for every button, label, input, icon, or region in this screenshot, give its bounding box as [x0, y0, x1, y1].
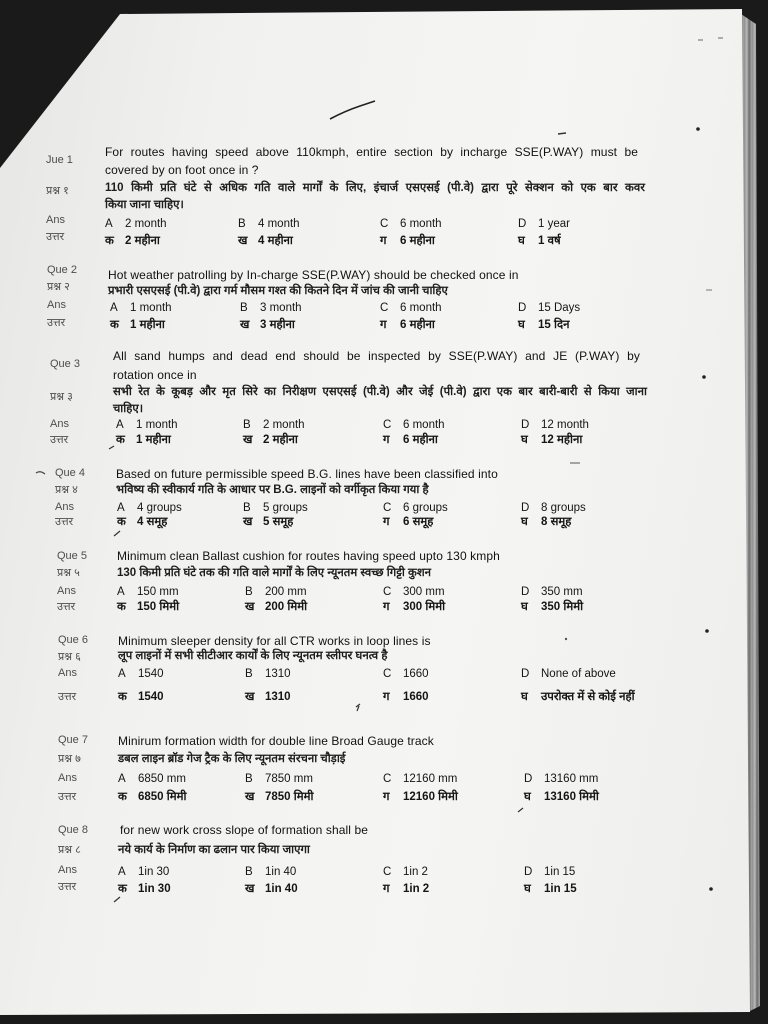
option-value: 1 महीना [130, 319, 165, 331]
option-letter: ग [383, 791, 390, 803]
option-letter: ख [243, 516, 253, 528]
answer-option-hindi-3 [383, 515, 433, 529]
option-letter: B [243, 419, 251, 431]
option-letter: A [118, 773, 126, 785]
option-letter: ग [380, 235, 387, 247]
option-letter: घ [524, 883, 531, 895]
option-value: 4 महीना [258, 235, 293, 247]
answer-option-c [383, 418, 445, 432]
option-letter: D [521, 502, 530, 514]
option-letter: घ [518, 235, 525, 247]
option-value: 12160 mm [403, 773, 458, 785]
answer-label-hindi: उत्तर [58, 691, 77, 703]
question-number-hindi: प्रश्न ४ [55, 484, 78, 496]
question-number: Que 8 [58, 824, 88, 836]
question-text: Minirum formation width for double line Broad Gauge track [118, 734, 434, 748]
answer-option-d [521, 501, 586, 515]
option-letter: D [521, 668, 530, 680]
answer-label: Ans [57, 585, 76, 597]
option-letter: A [117, 586, 125, 598]
question-number-hindi: प्रश्न ८ [58, 844, 81, 856]
answer-label-hindi: उत्तर [58, 791, 77, 803]
question-text-hindi: चाहिए। [113, 403, 144, 415]
option-letter: ग [383, 883, 390, 895]
answer-option-a [105, 217, 167, 231]
answer-option-hindi-1 [118, 790, 187, 804]
answer-option-hindi-4 [518, 234, 561, 248]
answer-option-hindi-1 [110, 318, 165, 332]
option-letter: B [245, 586, 253, 598]
option-letter: घ [521, 434, 528, 446]
option-letter: D [518, 218, 527, 230]
option-letter: ख [238, 235, 248, 247]
option-value: 12160 मिमी [403, 791, 458, 803]
answer-option-b [245, 667, 291, 681]
option-letter: B [243, 502, 251, 514]
option-value: 150 मिमी [137, 601, 180, 613]
question-number-hindi: प्रश्न ५ [57, 567, 80, 579]
option-value: 2 month [263, 419, 305, 431]
answer-option-d [524, 772, 598, 786]
answer-option-a [116, 418, 178, 432]
option-value: 6 month [400, 218, 442, 230]
question-text-hindi: नये कार्य के निर्माण का ढलान पार किया जाएगा [118, 844, 310, 856]
question-text: Hot weather patrolling by In-charge SSE(P.WAY) should be checked once in [108, 268, 519, 282]
option-value: 12 month [541, 419, 589, 431]
option-letter: घ [521, 691, 528, 703]
question-text: for new work cross slope of formation shall be [120, 823, 369, 837]
question-number: Jue 1 [46, 154, 73, 166]
question-text: Minimum clean Ballast cushion for routes having speed upto 130 kmph [117, 549, 500, 563]
option-letter: D [521, 419, 530, 431]
answer-option-d [524, 865, 575, 879]
answer-option-hindi-3 [383, 690, 429, 704]
option-letter: C [383, 866, 392, 878]
option-value: 3 महीना [260, 319, 295, 331]
option-letter: C [383, 668, 392, 680]
option-value: 1in 2 [403, 866, 428, 878]
option-value: 15 दिन [538, 319, 570, 331]
option-value: 6850 mm [138, 773, 186, 785]
option-value: 1660 [403, 691, 429, 703]
option-letter: D [518, 302, 527, 314]
answer-option-a [117, 585, 179, 599]
option-value: 1 वर्ष [538, 235, 561, 247]
option-letter: D [521, 586, 530, 598]
option-value: 13160 मिमी [544, 791, 599, 803]
option-value: 1310 [265, 668, 291, 680]
answer-option-a [110, 301, 172, 315]
question-number-hindi: प्रश्न २ [47, 281, 70, 293]
option-letter: B [245, 866, 253, 878]
option-letter: ख [245, 883, 255, 895]
option-letter: क [118, 691, 127, 703]
answer-option-hindi-2 [240, 318, 295, 332]
answer-option-hindi-3 [383, 790, 458, 804]
answer-label-hindi: उत्तर [58, 881, 77, 893]
option-value: 350 mm [541, 586, 583, 598]
option-value: 1in 40 [265, 883, 298, 895]
answer-option-hindi-4 [521, 690, 635, 704]
option-value: 6 समूह [403, 516, 434, 528]
option-value: 1in 15 [544, 866, 576, 878]
answer-option-b [245, 865, 296, 879]
option-value: 6 month [403, 419, 445, 431]
answer-option-c [380, 301, 442, 315]
option-letter: B [245, 773, 253, 785]
answer-label-hindi: उत्तर [50, 434, 69, 446]
answer-option-hindi-2 [238, 234, 293, 248]
answer-option-d [521, 585, 583, 599]
question-text: All sand humps and dead end should be inspected by SSE(P.WAY) and JE (P.WAY) by [113, 349, 640, 363]
answer-label-hindi: उत्तर [47, 317, 66, 329]
question-number-hindi: प्रश्न ६ [58, 651, 81, 663]
question-number: Que 5 [57, 550, 87, 562]
option-letter: ख [243, 434, 253, 446]
option-letter: ख [245, 691, 255, 703]
answer-option-hindi-3 [383, 600, 445, 614]
answer-option-c [383, 865, 428, 879]
answer-label-hindi: उत्तर [46, 231, 65, 243]
answer-label: Ans [55, 501, 74, 513]
question-number: Que 4 [55, 467, 85, 479]
answer-option-c [383, 585, 445, 599]
option-value: 8 समूह [541, 516, 572, 528]
option-letter: C [383, 586, 392, 598]
answer-option-hindi-2 [245, 600, 307, 614]
option-value: 8 groups [541, 502, 586, 514]
option-letter: ग [383, 601, 390, 613]
option-value: 1in 40 [265, 866, 297, 878]
option-value: 6 groups [403, 502, 448, 514]
answer-option-hindi-1 [118, 690, 164, 704]
option-value: 13160 mm [544, 773, 599, 785]
answer-option-d [518, 301, 580, 315]
option-letter: C [380, 218, 389, 230]
option-letter: ख [240, 319, 250, 331]
answer-option-b [243, 418, 305, 432]
answer-option-a [118, 772, 186, 786]
option-value: 4 समूह [137, 516, 168, 528]
option-letter: घ [518, 319, 525, 331]
answer-option-hindi-1 [117, 600, 179, 614]
question-number-hindi: प्रश्न ७ [58, 753, 81, 765]
option-letter: ग [383, 434, 390, 446]
option-value: 1in 2 [403, 883, 430, 895]
answer-option-c [383, 501, 448, 515]
answer-option-c [380, 217, 442, 231]
answer-label: Ans [50, 418, 69, 430]
question-number: Que 3 [50, 358, 80, 370]
answer-label: Ans [46, 214, 65, 226]
option-value: 1in 30 [138, 883, 171, 895]
option-value: 300 mm [403, 586, 445, 598]
option-letter: क [118, 791, 127, 803]
answer-option-d [521, 418, 589, 432]
option-letter: B [245, 668, 253, 680]
question-number: Que 2 [47, 264, 77, 276]
question-text: Minimum sleeper density for all CTR works in loop lines is [118, 634, 431, 648]
answer-option-d [521, 667, 616, 681]
answer-option-hindi-3 [380, 318, 435, 332]
option-letter: A [105, 218, 113, 230]
option-letter: क [118, 883, 127, 895]
option-value: 2 महीना [263, 434, 298, 446]
option-value: 4 month [258, 218, 300, 230]
answer-label-hindi: उत्तर [57, 601, 76, 613]
option-value: None of above [541, 668, 616, 680]
answer-option-hindi-1 [117, 515, 167, 529]
option-letter: क [105, 235, 114, 247]
option-letter: ग [383, 516, 390, 528]
answer-label: Ans [58, 772, 77, 784]
question-text: Based on future permissible speed B.G. lines have been classified into [116, 467, 498, 481]
answer-option-hindi-4 [524, 882, 577, 896]
option-letter: C [383, 502, 392, 514]
option-value: 6850 मिमी [138, 791, 187, 803]
option-letter: क [117, 601, 126, 613]
answer-option-b [243, 501, 308, 515]
option-letter: घ [521, 516, 528, 528]
option-value: 1 महीना [136, 434, 171, 446]
answer-option-hindi-2 [245, 882, 298, 896]
option-value: 5 समूह [263, 516, 294, 528]
answer-option-d [518, 217, 570, 231]
answer-option-hindi-4 [524, 790, 599, 804]
option-value: 7850 मिमी [265, 791, 314, 803]
answer-option-hindi-4 [518, 318, 569, 332]
option-value: 6 महीना [403, 434, 438, 446]
question-text-hindi: लूप लाइनों में सभी सीटीआर कार्यों के लिए न्यूनतम स्लीपर घनत्व है [118, 650, 388, 662]
option-value: 4 groups [137, 502, 182, 514]
question-text: For routes having speed above 110kmph, entire section by incharge SSE(P.WAY) must be [105, 145, 638, 159]
option-value: 5 groups [263, 502, 308, 514]
answer-option-a [118, 667, 164, 681]
question-text: rotation once in [113, 368, 197, 382]
option-value: 7850 mm [265, 773, 313, 785]
question-text-hindi: डबल लाइन ब्रॉड गेज ट्रैक के लिए न्यूनतम संरचना चौड़ाई [118, 753, 346, 765]
option-letter: D [524, 773, 533, 785]
option-letter: B [240, 302, 248, 314]
question-number: Que 7 [58, 734, 88, 746]
answer-label-hindi: उत्तर [55, 516, 74, 528]
option-value: उपरोक्त में से कोई नहीं [541, 691, 635, 703]
question-text-hindi: सभी रेत के कूबड़ और मृत सिरे का निरीक्षण एसएसई (पी.वे) और जेई (पी.वे) द्वारा एक बार बारी-बारी से किया जाना [113, 386, 647, 398]
answer-option-c [383, 667, 429, 681]
option-value: 2 महीना [125, 235, 160, 247]
question-number-hindi: प्रश्न १ [46, 185, 69, 197]
option-letter: क [117, 516, 126, 528]
option-value: 200 mm [265, 586, 307, 598]
option-letter: ग [380, 319, 387, 331]
option-letter: D [524, 866, 533, 878]
option-letter: C [383, 419, 392, 431]
answer-option-hindi-3 [383, 882, 429, 896]
option-letter: A [110, 302, 118, 314]
answer-option-hindi-4 [521, 600, 583, 614]
option-letter: C [383, 773, 392, 785]
question-text: covered by on foot once in ? [105, 163, 259, 177]
option-letter: A [117, 502, 125, 514]
option-value: 200 मिमी [265, 601, 308, 613]
option-value: 6 month [400, 302, 442, 314]
option-value: 2 month [125, 218, 167, 230]
option-value: 12 महीना [541, 434, 583, 446]
answer-option-hindi-2 [243, 433, 298, 447]
option-letter: C [380, 302, 389, 314]
option-letter: घ [521, 601, 528, 613]
answer-option-b [245, 772, 313, 786]
option-letter: क [116, 434, 125, 446]
option-value: 1in 15 [544, 883, 577, 895]
question-number: Que 6 [58, 634, 88, 646]
answer-option-hindi-4 [521, 515, 571, 529]
option-value: 1 month [136, 419, 178, 431]
answer-option-hindi-1 [118, 882, 171, 896]
answer-option-c [383, 772, 457, 786]
option-value: 1540 [138, 668, 164, 680]
answer-option-a [117, 501, 182, 515]
answer-option-hindi-1 [116, 433, 171, 447]
option-letter: घ [524, 791, 531, 803]
option-letter: A [118, 866, 126, 878]
question-number-hindi: प्रश्न ३ [50, 391, 73, 403]
option-value: 1 year [538, 218, 570, 230]
answer-option-hindi-1 [105, 234, 160, 248]
question-text-hindi: 110 किमी प्रति घंटे से अधिक गति वाले मार्गों के लिए, इंचार्ज एसएसई (पी.वे) द्वारा पूरे सेक्शन को एक बार कवर [105, 182, 645, 194]
option-letter: ख [245, 791, 255, 803]
answer-option-hindi-4 [521, 433, 582, 447]
answer-label: Ans [58, 667, 77, 679]
option-value: 6 महीना [400, 319, 435, 331]
option-value: 1 month [130, 302, 172, 314]
option-value: 1in 30 [138, 866, 170, 878]
option-value: 1310 [265, 691, 291, 703]
option-value: 350 मिमी [541, 601, 584, 613]
question-text-hindi: भविष्य की स्वीकार्य गति के आधार पर B.G. लाइनों को वर्गीकृत किया गया है [116, 484, 429, 496]
answer-option-b [238, 217, 300, 231]
option-letter: ख [245, 601, 255, 613]
option-letter: ग [383, 691, 390, 703]
answer-label: Ans [58, 864, 77, 876]
answer-option-hindi-2 [245, 690, 291, 704]
question-text-hindi: 130 किमी प्रति घंटे तक की गति वाले मार्गों के लिए न्यूनतम स्वच्छ गिट्टी कुशन [117, 567, 432, 579]
option-value: 150 mm [137, 586, 179, 598]
option-letter: A [116, 419, 124, 431]
option-value: 15 Days [538, 302, 581, 314]
answer-option-hindi-2 [245, 790, 314, 804]
question-text-hindi: किया जाना चाहिए। [105, 199, 184, 211]
option-value: 1540 [138, 691, 164, 703]
answer-option-b [240, 301, 302, 315]
question-text-hindi: प्रभारी एसएसई (पी.वे) द्वारा गर्म मौसम गश्त की कितने दिन में जांच की जानी चाहिए [108, 285, 448, 297]
answer-option-hindi-2 [243, 515, 293, 529]
option-value: 300 मिमी [403, 601, 446, 613]
option-value: 1660 [403, 668, 429, 680]
option-letter: क [110, 319, 119, 331]
answer-option-a [118, 865, 169, 879]
option-value: 6 महीना [400, 235, 435, 247]
option-letter: A [118, 668, 126, 680]
answer-label: Ans [47, 299, 66, 311]
option-letter: B [238, 218, 246, 230]
answer-option-hindi-3 [380, 234, 435, 248]
answer-option-b [245, 585, 307, 599]
answer-option-hindi-3 [383, 433, 438, 447]
option-value: 3 month [260, 302, 302, 314]
